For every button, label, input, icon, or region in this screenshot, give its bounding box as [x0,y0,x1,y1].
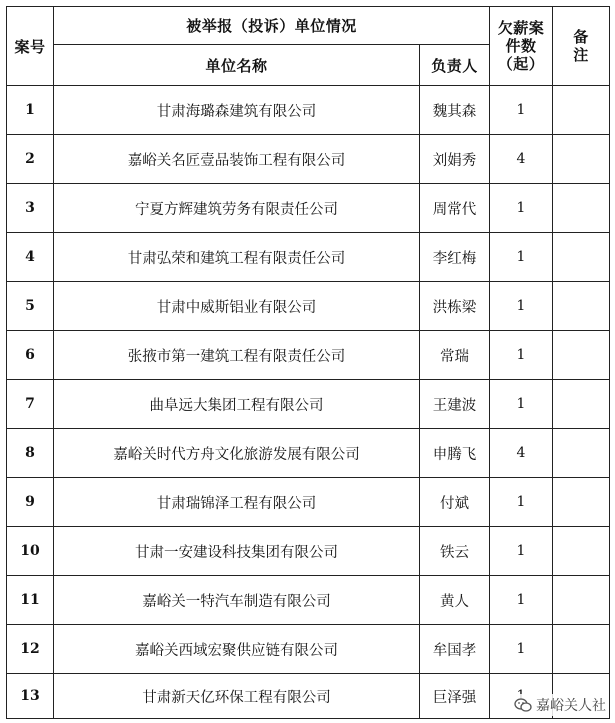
unit-name-cell: 甘肃弘荣和建筑工程有限责任公司 [54,233,420,282]
remark-cell [553,380,610,429]
case-count-cell: 1 [490,576,553,625]
unit-name-cell: 曲阜远大集团工程有限公司 [54,380,420,429]
header-person-in-charge: 负责人 [420,45,490,86]
case-number-cell: 7 [7,380,54,429]
person-in-charge-cell: 周常代 [420,184,490,233]
header-unit-name: 单位名称 [54,45,420,86]
unit-name-cell: 甘肃新天亿环保工程有限公司 [54,674,420,719]
table-row [7,135,610,184]
table-row [7,429,610,478]
unit-name-cell: 嘉峪关西域宏聚供应链有限公司 [54,625,420,674]
case-number-cell: 3 [7,184,54,233]
unit-name-cell: 嘉峪关时代方舟文化旅游发展有限公司 [54,429,420,478]
table-row [7,331,610,380]
person-in-charge-cell: 洪栋梁 [420,282,490,331]
person-in-charge-cell: 付斌 [420,478,490,527]
header-wage-case-count-line1: 欠薪案 [497,19,545,37]
remark-cell [553,625,610,674]
case-number-cell: 6 [7,331,54,380]
case-count-cell: 4 [490,135,553,184]
case-number-cell: 8 [7,429,54,478]
header-reported-unit-info: 被举报（投诉）单位情况 [54,7,490,45]
case-count-cell: 1 [490,380,553,429]
unit-name-cell: 甘肃海璐森建筑有限公司 [54,86,420,135]
unit-name-cell: 甘肃一安建设科技集团有限公司 [54,527,420,576]
person-in-charge-cell: 李红梅 [420,233,490,282]
case-count-cell: 1 [490,282,553,331]
table-row [7,282,610,331]
wage-arrears-table [6,6,610,719]
table-row [7,527,610,576]
header-wage-case-count [490,7,553,86]
case-number-cell: 11 [7,576,54,625]
person-in-charge-cell: 常瑞 [420,331,490,380]
case-count-cell: 1 [490,86,553,135]
unit-name-cell: 宁夏方辉建筑劳务有限责任公司 [54,184,420,233]
table-row [7,86,610,135]
header-wage-case-count-line3: （起） [497,55,545,73]
unit-name-cell: 甘肃中威斯铝业有限公司 [54,282,420,331]
header-remarks-line1: 备 [573,28,589,46]
remark-cell [553,429,610,478]
person-in-charge-cell: 刘娟秀 [420,135,490,184]
table-row [7,625,610,674]
unit-name-cell: 嘉峪关一特汽车制造有限公司 [54,576,420,625]
case-count-cell: 1 [490,184,553,233]
table-row [7,478,610,527]
case-number-cell: 2 [7,135,54,184]
case-count-cell: 1 [490,625,553,674]
unit-name-cell: 张掖市第一建筑工程有限责任公司 [54,331,420,380]
table-row [7,233,610,282]
header-wage-case-count-line2: 件数 [505,37,537,55]
unit-name-cell: 嘉峪关名匠壹品装饰工程有限公司 [54,135,420,184]
case-count-cell: 4 [490,429,553,478]
case-count-cell: 1 [490,478,553,527]
header-remarks-line2: 注 [573,46,589,64]
remark-cell [553,527,610,576]
person-in-charge-cell: 魏其森 [420,86,490,135]
case-number-cell: 4 [7,233,54,282]
header-remarks [553,7,610,86]
table-row [7,380,610,429]
remark-cell [553,478,610,527]
remark-cell [553,86,610,135]
remark-cell [553,184,610,233]
case-number-cell: 13 [7,674,54,719]
case-number-cell: 9 [7,478,54,527]
watermark-text: 嘉峪关人社 [536,698,606,714]
case-number-cell: 12 [7,625,54,674]
person-in-charge-cell: 黄人 [420,576,490,625]
case-number-cell: 1 [7,86,54,135]
remark-cell [553,282,610,331]
case-number-cell: 10 [7,527,54,576]
case-count-cell: 1 [490,527,553,576]
table-row [7,184,610,233]
unit-name-cell: 甘肃瑞锦泽工程有限公司 [54,478,420,527]
remark-cell [553,135,610,184]
person-in-charge-cell: 牟国孝 [420,625,490,674]
person-in-charge-cell: 巨泽强 [420,674,490,719]
remark-cell [553,233,610,282]
case-count-cell: 1 [490,331,553,380]
case-number-cell: 5 [7,282,54,331]
remark-cell [553,576,610,625]
remark-cell [553,331,610,380]
person-in-charge-cell: 王建波 [420,380,490,429]
watermark [511,694,609,716]
person-in-charge-cell: 申腾飞 [420,429,490,478]
person-in-charge-cell: 铁云 [420,527,490,576]
table-row [7,576,610,625]
case-count-cell: 1 [490,233,553,282]
table-body [7,86,610,719]
wechat-icon [514,697,532,713]
header-case-number: 案号 [7,7,54,86]
